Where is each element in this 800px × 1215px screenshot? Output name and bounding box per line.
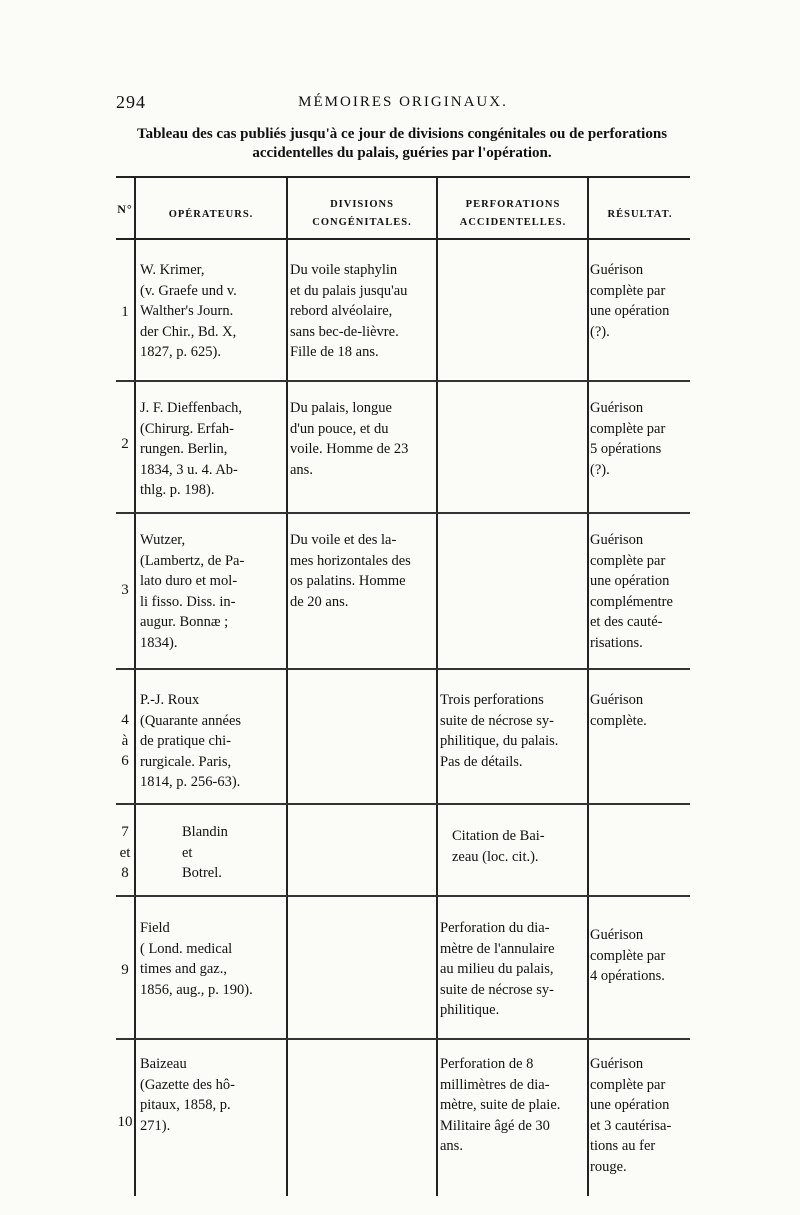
row-number: 9 [121, 962, 129, 978]
page-number: 294 [116, 92, 146, 112]
row-separator [116, 512, 690, 514]
row-separator [116, 380, 690, 382]
row-number: 10 [117, 1114, 133, 1130]
operator-cell: Wutzer, (Lambertz, de Pa- lato duro et mol- li fisso. Diss. in- augur. Bonnæ ; 1834). [140, 532, 245, 651]
congenital-cell: Du voile staphylin et du palais jusqu'au rebord alvéolaire, sans bec-de-lièvre. Fille de 18 ans. [290, 262, 408, 360]
table-top-rule [116, 176, 690, 178]
result-cell: Guérison complète par une opération (?). [590, 262, 670, 340]
congenital-cell: Du palais, longue d'un pouce, et du voile. Homme de 23 ans. [290, 400, 409, 478]
row-number: 4 à 6 [121, 712, 129, 769]
result-cell: Guérison complète par 4 opérations. [590, 927, 666, 984]
result-cell: Guérison complète par une opération complémentre et des cauté- risations. [590, 532, 673, 651]
accidental-cell: Perforation de 8 millimètres de dia- mètre, suite de plaie. Militaire âgé de 30 ans. [440, 1056, 561, 1154]
accidental-cell: Perforation du dia- mètre de l'annulaire au milieu du palais, suite de nécrose sy- philitique. [440, 920, 555, 1018]
operator-cell: Blandin et Botrel. [182, 824, 228, 881]
header-accidental: PERFORATIONS ACCIDENTELLES. [459, 199, 567, 228]
result-cell: Guérison complète. [590, 692, 647, 729]
congenital-cell: Du voile et des la- mes horizontales des os palatins. Homme de 20 ans. [290, 532, 411, 610]
row-number: 7 et 8 [119, 824, 131, 881]
header-congenital: DIVISIONS CONGÉNITALES. [312, 199, 412, 228]
header-operators: OPÉRATEURS. [168, 209, 254, 220]
row-number: 2 [121, 436, 129, 452]
running-title: MÉMOIRES ORIGINAUX. [298, 94, 508, 110]
column-divider-1 [134, 176, 136, 1196]
operator-cell: J. F. Dieffenbach, (Chirurg. Erfah- rungen. Berlin, 1834, 3 u. 4. Ab- thlg. p. 198). [140, 400, 243, 498]
column-divider-2 [286, 176, 288, 1196]
header-bottom-rule [116, 238, 690, 240]
accidental-cell: Trois perforations suite de nécrose sy- philitique, du palais. Pas de détails. [440, 692, 559, 770]
result-cell: Guérison complète par une opération et 3 cautérisa- tions au fer rouge. [590, 1056, 672, 1175]
row-number: 3 [121, 582, 129, 598]
row-number: 1 [121, 304, 129, 320]
header-result: RÉSULTAT. [607, 209, 673, 220]
row-separator [116, 895, 690, 897]
column-divider-4 [587, 176, 589, 1196]
operator-cell: Field ( Lond. medical times and gaz., 1856, aug., p. 190). [140, 920, 253, 998]
row-separator [116, 803, 690, 805]
table-caption: Tableau des cas publiés jusqu'à ce jour de divisions congénitales ou de perforations accidentelles du palais, guéries par l'opération. [136, 126, 668, 161]
operator-cell: P.-J. Roux (Quarante années de pratique chi- rurgicale. Paris, 1814, p. 256-63). [140, 692, 242, 790]
running-header [116, 92, 690, 118]
row-separator [116, 1038, 690, 1040]
header-num: N° [117, 202, 133, 216]
accidental-cell: Citation de Bai- zeau (loc. cit.). [452, 828, 545, 865]
column-divider-3 [436, 176, 438, 1196]
operator-cell: W. Krimer, (v. Graefe und v. Walther's Journ. der Chir., Bd. X, 1827, p. 625). [140, 262, 237, 360]
result-cell: Guérison complète par 5 opérations (?). [590, 400, 666, 478]
operator-cell: Baizeau (Gazette des hô- pitaux, 1858, p. 271). [140, 1056, 236, 1134]
row-separator [116, 668, 690, 670]
